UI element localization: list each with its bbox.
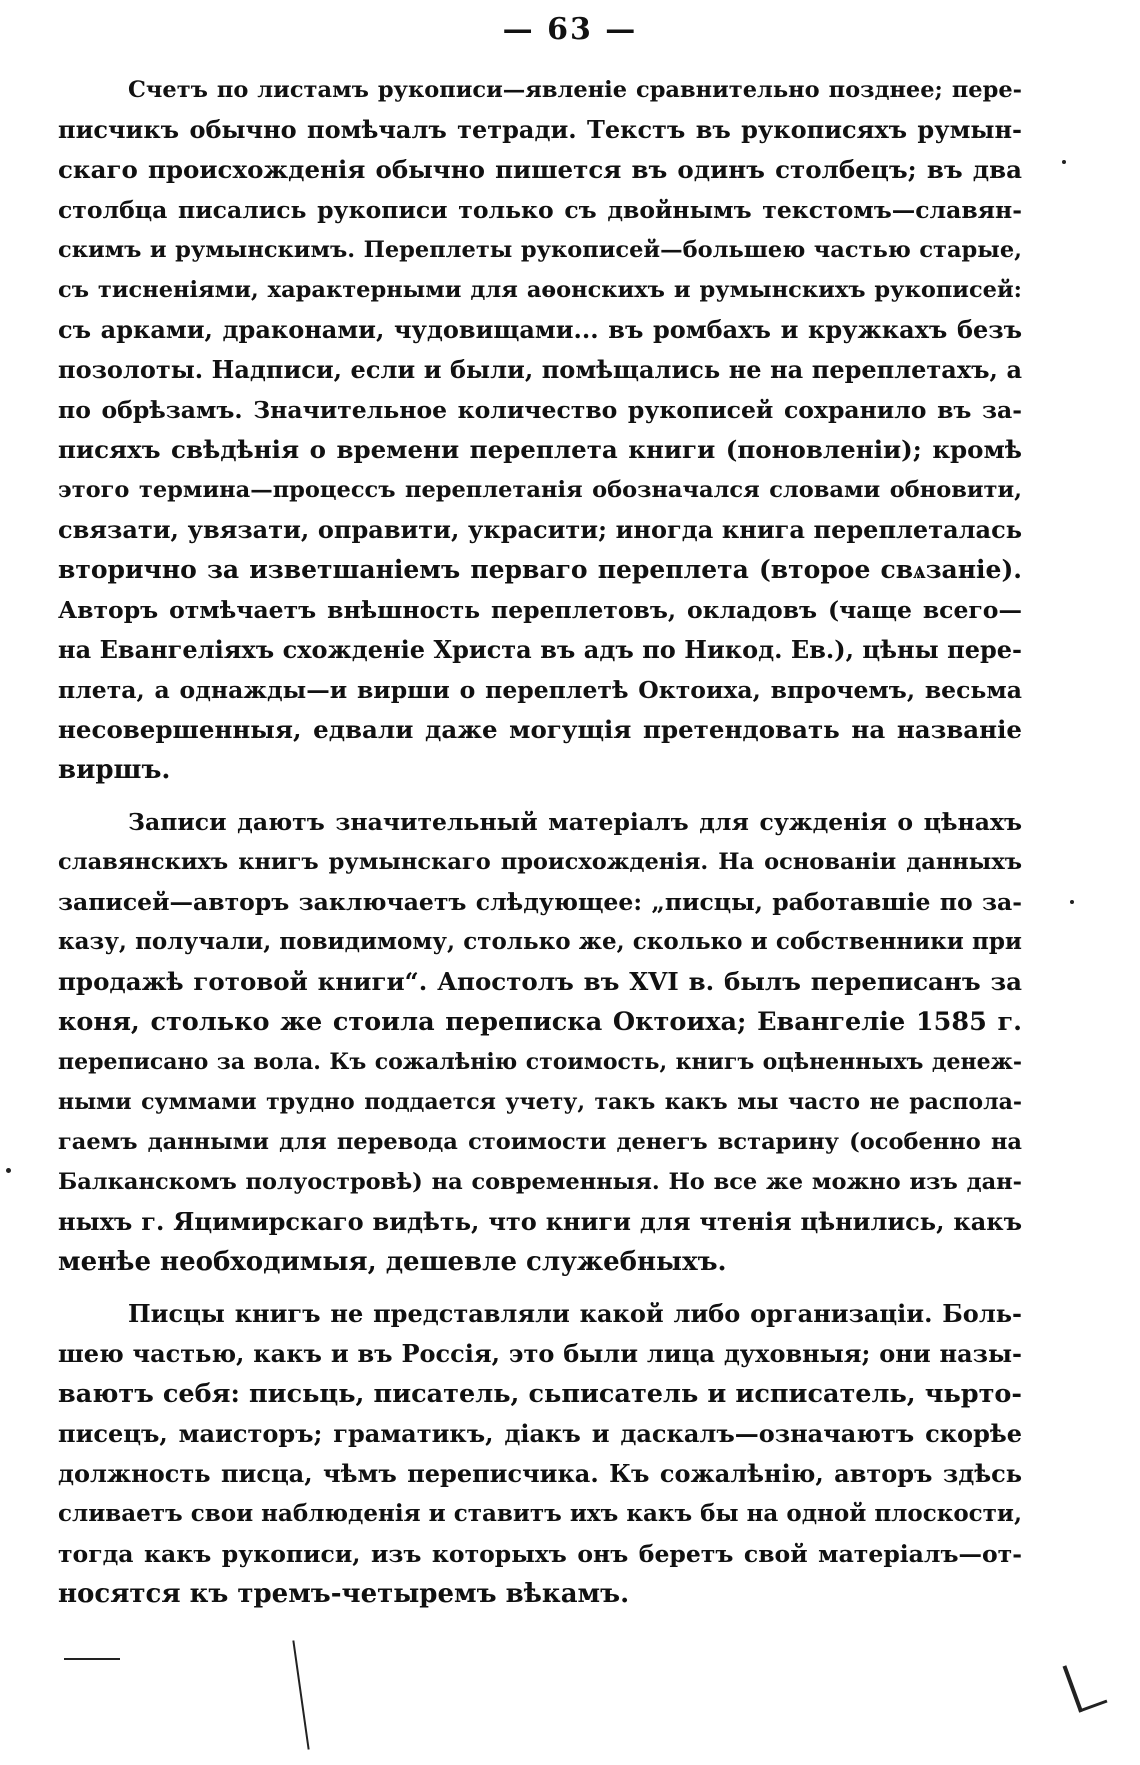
text-line: Счетъ по листамъ рукописи—явленіе сравнительно позднее; пере- <box>128 77 1022 103</box>
text-line: ными суммами трудно поддается учету, такъ какъ мы часто не распола- <box>58 1089 1022 1115</box>
text-line: писчикъ обычно помѣчалъ тетради. Текстъ въ рукописяхъ румын- <box>58 115 1022 144</box>
scan-mark <box>1062 160 1066 164</box>
scan-mark <box>6 1168 11 1173</box>
text-line: скаго происхожденія обычно пишется въ одинъ столбецъ; въ два <box>58 155 1022 184</box>
text-line: должность писца, чѣмъ переписчика. Къ сожалѣнію, авторъ здѣсь <box>58 1459 1022 1488</box>
text-line: писяхъ свѣдѣнія о времени переплета книги (поновленіи); кромѣ <box>58 435 1022 464</box>
text-line: гаемъ данными для перевода стоимости денегъ встарину (особенно на <box>58 1129 1022 1155</box>
text-line: шею частью, какъ и въ Россія, это были лица духовныя; они назы- <box>58 1339 1022 1368</box>
text-line: позолоты. Надписи, если и были, помѣщались не на переплетахъ, а <box>58 355 1022 384</box>
text-line: по обрѣзамъ. Значительное количество рукописей сохранило въ за- <box>58 396 1022 424</box>
text-line: Авторъ отмѣчаетъ внѣшность переплетовъ, окладовъ (чаще всего— <box>58 596 1022 624</box>
scan-mark <box>64 1658 120 1660</box>
text-line: этого термина—процессъ переплетанія обозначался словами обновити, <box>58 477 1022 503</box>
text-line: ваютъ себя: письць, писатель, сьписатель и исписатель, чьрто- <box>58 1379 1022 1409</box>
text-line: Писцы книгъ не представляли какой либо организаціи. Боль- <box>128 1299 1022 1328</box>
paragraph <box>58 70 1022 790</box>
text-line: скимъ и румынскимъ. Переплеты рукописей—большею частью старые, <box>58 237 1022 263</box>
text-line: Балканскомъ полуостровѣ) на современныя. Но все же можно изъ дан- <box>58 1169 1022 1195</box>
text-line: плета, а однажды—и вирши о переплетѣ Октоиха, впрочемъ, весьма <box>58 676 1022 704</box>
text-line: тогда какъ рукописи, изъ которыхъ онъ беретъ свой матеріалъ—от- <box>58 1540 1022 1568</box>
scan-mark <box>292 1640 309 1749</box>
text-line: славянскихъ книгъ румынскаго происхожденія. На основаніи данныхъ <box>58 849 1022 875</box>
text-line: коня, столько же стоила переписка Октоиха; Евангеліе 1585 г. <box>58 1007 1022 1037</box>
text-line: записей—авторъ заключаетъ слѣдующее: „писцы, работавшіе по за- <box>58 888 1022 916</box>
text-line: виршъ. <box>58 755 171 785</box>
text-line: менѣе необходимыя, дешевле служебныхъ. <box>58 1247 727 1277</box>
text-line: ныхъ г. Яцимирскаго видѣть, что книги для чтенія цѣнились, какъ <box>58 1207 1022 1236</box>
scan-mark <box>1070 900 1074 904</box>
paragraph <box>58 802 1022 1282</box>
text-line: несовершенныя, едвали даже могущія претендовать на названіе <box>58 715 1022 744</box>
document-body <box>58 70 1022 1614</box>
scan-mark <box>1063 1656 1108 1712</box>
text-line: вторично за изветшаніемъ перваго переплета (второе свѧзаніе). <box>58 555 1022 584</box>
text-line: переписано за вола. Къ сожалѣнію стоимость, книгъ оцѣненныхъ денеж- <box>58 1049 1022 1075</box>
text-line: продажѣ готовой книги“. Апостолъ въ XVI в. былъ переписанъ за <box>58 967 1022 996</box>
page-number: — 63 — <box>502 12 638 47</box>
text-line: столбца писались рукописи только съ двойнымъ текстомъ—славян- <box>58 196 1022 224</box>
text-line: сливаетъ свои наблюденія и ставитъ ихъ какъ бы на одной плоскости, <box>58 1500 1022 1527</box>
text-line: съ арками, драконами, чудовищами... въ ромбахъ и кружкахъ безъ <box>58 315 1022 344</box>
text-line: казу, получали, повидимому, столько же, сколько и собственники при <box>58 928 1022 955</box>
text-line: съ тисненіями, характерными для аѳонскихъ и румынскихъ рукописей: <box>58 277 1022 303</box>
text-line: на Евангеліяхъ схожденіе Христа въ адъ по Никод. Ев.), цѣны пере- <box>58 635 1022 664</box>
text-line: носятся къ тремъ-четыремъ вѣкамъ. <box>58 1579 630 1609</box>
text-line: Записи даютъ значительный матеріалъ для сужденія о цѣнахъ <box>128 808 1022 836</box>
text-line: связати, увязати, оправити, украсити; иногда книга переплеталась <box>58 515 1022 544</box>
text-line: писецъ, маисторъ; граматикъ, діакъ и даскалъ—означаютъ скорѣе <box>58 1419 1022 1448</box>
paragraph <box>58 1294 1022 1614</box>
